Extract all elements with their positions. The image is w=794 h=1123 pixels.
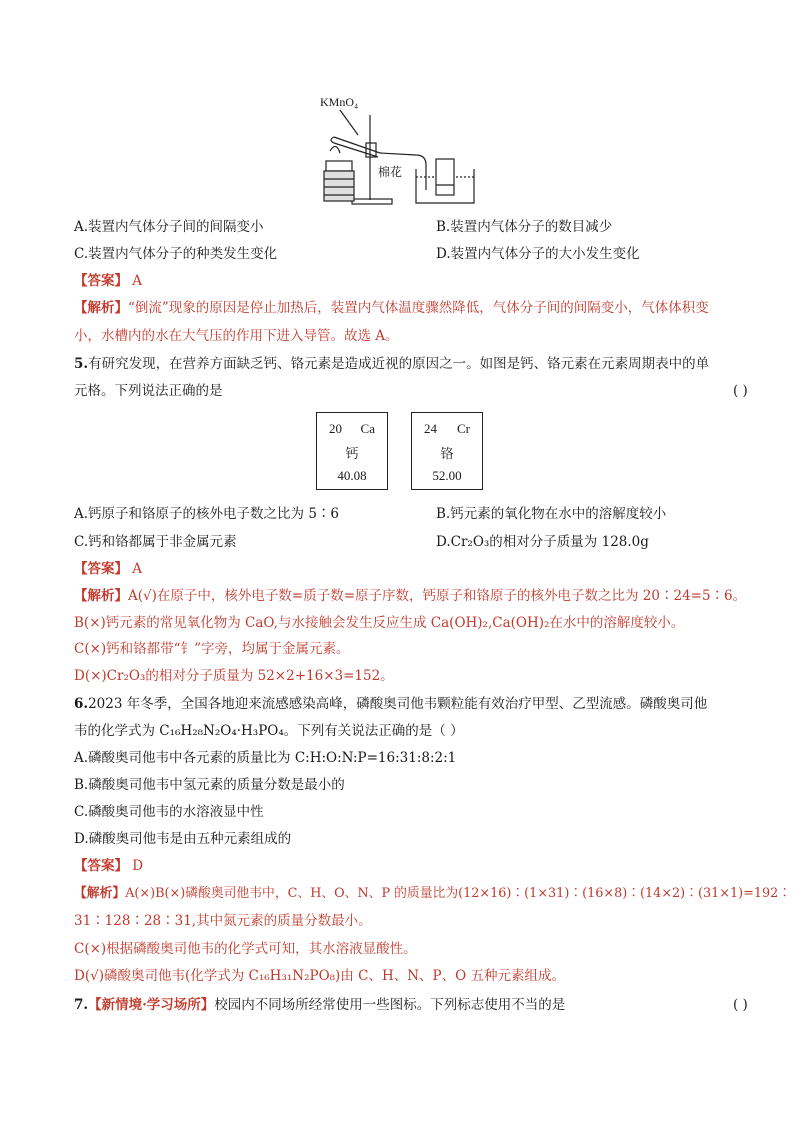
question-stem: 校园内不同场所经常使用一些图标。下列标志使用不当的是 [214,997,566,1013]
q5-stem-line2: 元格。下列说法正确的是 [74,383,223,399]
apparatus-figure [318,95,478,207]
q6-analysis-line3: C(×)根据磷酸奥司他韦的化学式可知，其水溶液显酸性。 [74,941,417,957]
answer-label: 【答案】 [74,858,128,874]
q5-answer [74,560,142,578]
q6-option-d: D.磷酸奥司他韦是由五种元素组成的 [74,831,292,847]
analysis-label: 【解析】 [74,588,128,604]
q4-option-c: C.装置内气体分子的种类发生变化 [74,246,278,262]
cotton-label: 棉花 [378,165,403,179]
q6-option-c: C.磷酸奥司他韦的水溶液显中性 [74,804,264,820]
q4-option-a: A.装置内气体分子间的间隔变小 [74,219,264,235]
atomic-mass: 40.08 [337,468,367,483]
answer-label: 【答案】 [74,273,128,289]
element-symbol: Ca [360,421,375,436]
atomic-mass: 52.00 [432,468,462,483]
q7-answer-paren: ( ) [733,997,748,1013]
analysis-label: 【解析】 [74,886,126,901]
q5-option-b: B.钙元素的氧化物在水中的溶解度较小 [436,506,667,522]
q6-option-b: B.磷酸奥司他韦中氢元素的质量分数是最小的 [74,777,345,793]
q5-stem-line1 [74,355,709,373]
question-number: 7. [74,997,89,1013]
question-stem: 2023 年冬季，全国各地迎来流感感染高峰，磷酸奥司他韦颗粒能有效治疗甲型、乙型流感。磷酸奥司他 [88,696,708,712]
q6-analysis-line4: D(√)磷酸奥司他韦(化学式为 C₁₆H₃₁N₂PO₈)由 C、H、N、P、O 五种元素组成。 [74,968,565,984]
answer-label: 【答案】 [74,561,128,577]
q4-option-d: D.装置内气体分子的大小发生变化 [436,246,640,262]
q4-option-b: B.装置内气体分子的数目减少 [436,219,613,235]
atomic-number: 20 [329,421,342,436]
answer-value: D [132,858,144,874]
q5-option-a: A.钙原子和铬原子的核外电子数之比为 5∶6 [74,506,340,522]
q5-analysis-line3: C(×)钙和铬都带“钅”字旁，均属于金属元素。 [74,641,350,657]
question-number: 5. [74,356,89,372]
element-cell-cr [411,412,483,490]
q6-answer [74,857,143,875]
apparatus-drawing [318,95,478,207]
q5-analysis-line4: D(×)Cr₂O₃的相对分子质量为 52×2+16×3=152。 [74,668,394,684]
q4-answer [74,272,142,290]
q6-analysis-line1 [74,885,791,903]
analysis-text: “倒流”现象的原因是停止加热后，装置内气体温度骤然降低，气体分子间的间隔变小，气体体积变 [128,300,709,316]
atomic-number: 24 [424,421,437,436]
q4-analysis-line2: 小，水槽内的水在大气压的作用下进入导管。故选 A。 [74,328,399,344]
analysis-text: A(×)B(×)磷酸奥司他韦中，C、H、O、N、P 的质量比为(12×16)∶(1×31)∶(16×8)∶(14×2)∶(31×1)=192∶ [125,886,792,901]
q5-option-c: C.钙和铬都属于非金属元素 [74,534,237,550]
analysis-text: A(√)在原子中，核外电子数=质子数=原子序数，钙原子和铬原子的核外电子数之比为 20∶24=5∶6。 [128,588,747,604]
element-name: 钙 [345,446,359,461]
element-symbol: Cr [457,421,470,436]
q6-stem-line2: 韦的化学式为 C₁₆H₂₈N₂O₄·H₃PO₄。下列有关说法正确的是（ ） [74,723,464,739]
q5-analysis-line1 [74,587,746,605]
q4-analysis-line1 [74,299,709,317]
element-cell-ca [316,412,388,490]
kmno4-label: KMnO₄ [320,95,359,109]
q6-analysis-line2: 31∶128∶28∶31,其中氮元素的质量分数最小。 [74,913,372,929]
question-tag: 【新情境·学习场所】 [88,997,215,1013]
element-name: 铬 [440,446,454,461]
q5-analysis-line2: B(×)钙元素的常见氧化物为 CaO,与水接触会发生反应生成 Ca(OH)₂,Ca(OH)₂在水中的溶解度较小。 [74,615,685,631]
question-number: 6. [74,696,89,712]
q7-stem [74,996,565,1014]
q5-answer-paren: ( ) [733,383,748,399]
q6-option-a: A.磷酸奥司他韦中各元素的质量比为 C:H:O:N:P=16:31:8:2:1 [74,750,457,766]
analysis-label: 【解析】 [74,300,128,316]
answer-value: A [132,561,143,577]
answer-value: A [132,273,143,289]
q6-stem-line1 [74,695,707,713]
question-stem: 有研究发现，在营养方面缺乏钙、铬元素是造成近视的原因之一。如图是钙、铬元素在元素周期表中的单 [88,356,710,372]
q5-option-d: D.Cr₂O₃的相对分子质量为 128.0g [436,534,649,550]
